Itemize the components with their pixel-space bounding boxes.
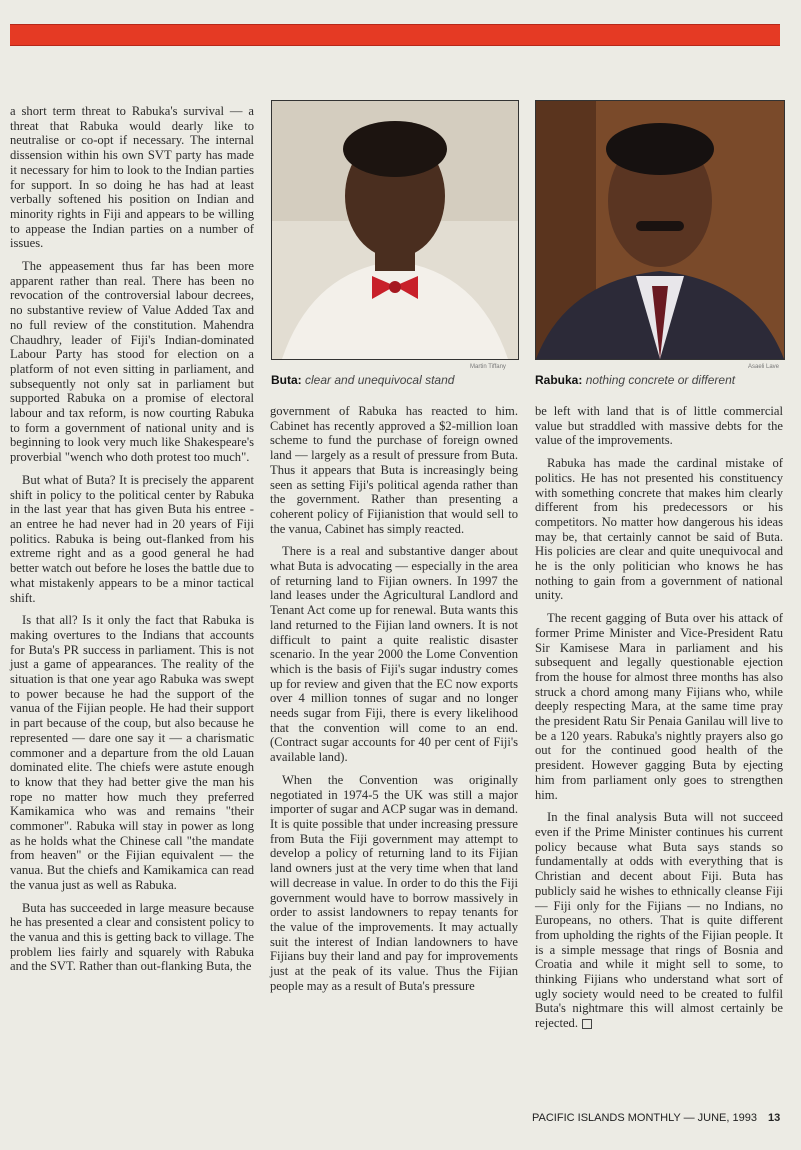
photo-caption (271, 373, 454, 387)
paragraph: The recent gagging of Buta over his attack of former Prime Minister and Vice-President Ratu Sir Kamisese Mara in parliament and his subsequent and legally questionable ejection from the house for almost three months has also struck a chord among many Fijians who, while deeply respecting Mara, at the same time pray the president Ratu Sir Penaia Ganilau will live to be a 120 years. Rabuka's nightly prayers also go out for the continued good health of the president. However gagging Buta by ejecting him from parliament only goes to strengthen him. (535, 611, 783, 802)
caption-text: nothing concrete or different (585, 373, 736, 387)
end-of-article-icon (582, 1019, 592, 1029)
page-number: 13 (768, 1112, 781, 1124)
paragraph: But what of Buta? It is precisely the apparent shift in policy to the political center by Rabuka in the last year that has given Buta his entree - an entree he had never had in 20 years of Fiji politics. Rabuka is being out-flanked from his extreme right and as a good general he had better watch out before he loses the battle due to what mistakenly appears to be a minor tactical shift. (10, 472, 254, 605)
paragraph (535, 810, 783, 1031)
paragraph: Buta has succeeded in large measure because he has presented a clear and consistent policy to the vanua and this is getting back to village. The problem lies fairly and squarely with Rabuka and the SVT. Rather than out-flanking Buta, the (10, 900, 254, 974)
paragraph: Is that all? Is it only the fact that Rabuka is making overtures to the Indians that accounts for Buta's PR success in parliament. This is not just a game of appearances. The reality of the situation is that one year ago Rabuka was swept to power because he had the support of the vanua of the Fijian people. He had their support in part because of the coup, but also because he represented — dare one say it — a charismatic commoner and a departure from the old Lauan dominated elite. The chiefs were astute enough to know that they had better give the man his rope no matter how much they preferred Kamikamica who was and remains "their commoner". Rabuka will stay in power as long as he holds what the Chinese call "the mandate from heaven" or the Fijian equivalent — the vanua. But the chiefs and Kamikamica can read the vanua just as well as Rabuka. (10, 613, 254, 892)
paragraph: be left with land that is of little commercial value but straddled with massive debts for the value of the improvements. (535, 404, 783, 448)
rabuka-photo (535, 100, 785, 360)
buta-portrait-icon (272, 101, 518, 359)
article-column-1 (10, 104, 254, 982)
photo-caption (535, 373, 735, 387)
caption-name: Rabuka: (535, 373, 583, 387)
header-rule (10, 24, 780, 46)
paragraph: Rabuka has made the cardinal mistake of politics. He has not presented his constituency with something concrete that makes him clearly different from his predecessors or his competitors. No matter how dangerous his ideas may be, that certainly cannot be said of Buta. His policies are clear and quite unequivocal and he is the only politician who knows he has nothing to gain from a government of national unity. (535, 456, 783, 603)
article-column-3 (535, 404, 783, 1039)
photo-credit: Martin Tiffany (470, 364, 506, 370)
buta-photo (271, 100, 519, 360)
paragraph: a short term threat to Rabuka's survival — a threat that Rabuka would dearly like to neutralise or co-opt if necessary. The internal dissension within his own SVT party has made it necessary for him to look to the Indian parties for support. In so doing he has had at least verbally softened his position on Indian and minority rights in Fiji and appears to be willing to appease the Indian parties on a number of issues. (10, 104, 254, 251)
caption-name: Buta: (271, 373, 302, 387)
rabuka-portrait-icon (536, 101, 784, 359)
paragraph: The appeasement thus far has been more apparent rather than real. There has been no revocation of the controversial labour decrees, no substantive review of Value Added Tax and no full review of the constitution. Mahendra Chaudhry, leader of Fiji's Indian-dominated Labour Party has stood for election on a platform of not even sitting in parliament, and subsequently not only sat in parliament but supported Rabuka on a promise of electoral labour and tax reform, is now courting Rabuka to form a government of national unity and is beginning to look very much like Shakespeare's proverbial "wench who doth protest too much". (10, 259, 254, 465)
publication-footer: PACIFIC ISLANDS MONTHLY — JUNE, 1993 (532, 1112, 757, 1124)
paragraph: government of Rabuka has reacted to him. Cabinet has recently approved a $2-million loan scheme to fund the purchase of foreign owned land — largely as a result of pressure from Buta. Thus it appears that Buta is increasingly being seen as setting Fiji's political agenda rather than the government. Rather than presenting a coherent policy of Fijianistion that would sell to the vanua, Cabinet has simply reacted. (270, 404, 518, 536)
paragraph: When the Convention was originally negotiated in 1974-5 the UK was still a major importer of sugar and ACP sugar was in demand. It is quite possible that under increasing pressure from Buta the Fiji government may attempt to develop a policy of returning land to its Fijian land owners just at the very time when that land will decrease in value. In order to do this the Fiji government would have to borrow massively in order to assist landowners to repay tenants for the value of the improvements. It may actually suit the interest of Indian landowners to have Fijians buy their land and pay for improvements just at the peak of its value. Thus the Fijian people may as a result of Buta's pressure (270, 772, 518, 993)
photo-credit: Asaeli Lave (748, 364, 780, 370)
article-column-2 (270, 404, 518, 1001)
paragraph-text: In the final analysis Buta will not succeed even if the Prime Minister continues his current policy because what Buta says stands so fundamentally at odds with everything that is Christian and decent about Fiji. Buta has publicly said he wishes to ethnically cleanse Fiji — Fiji only for the Fijians — no Indians, no Europeans, no others. That is quite different from upholding the rights of the Fijian people. It is a simple message that rings of Bosnia and Croatia and while it might sell to some, to thinking Fijians who understand what sort of ugly society would need to be created to fulfil Buta's nightmare this will almost certainly be rejected. (535, 810, 783, 1031)
paragraph: There is a real and substantive danger about what Buta is advocating — especially in the area of returning land to Fijian owners. In 1997 the land leases under the Agricultural Landlord and Tenant Act come up for renewal. Buta wants this land returned to the Fijian land owners. It is not difficult to paint a quite realistic disaster scenario. In the year 2000 the Lome Convention which is the basis of Fiji's sugar industry comes up for review and given that the EC now exports over 4 million tonnes of sugar and no longer needs sugar from Fiji, there is every likelihood that the convention will come to an end. (Contract sugar accounts for 40 per cent of Fiji's available land). (270, 544, 518, 765)
caption-text: clear and unequivocal stand (305, 373, 455, 387)
